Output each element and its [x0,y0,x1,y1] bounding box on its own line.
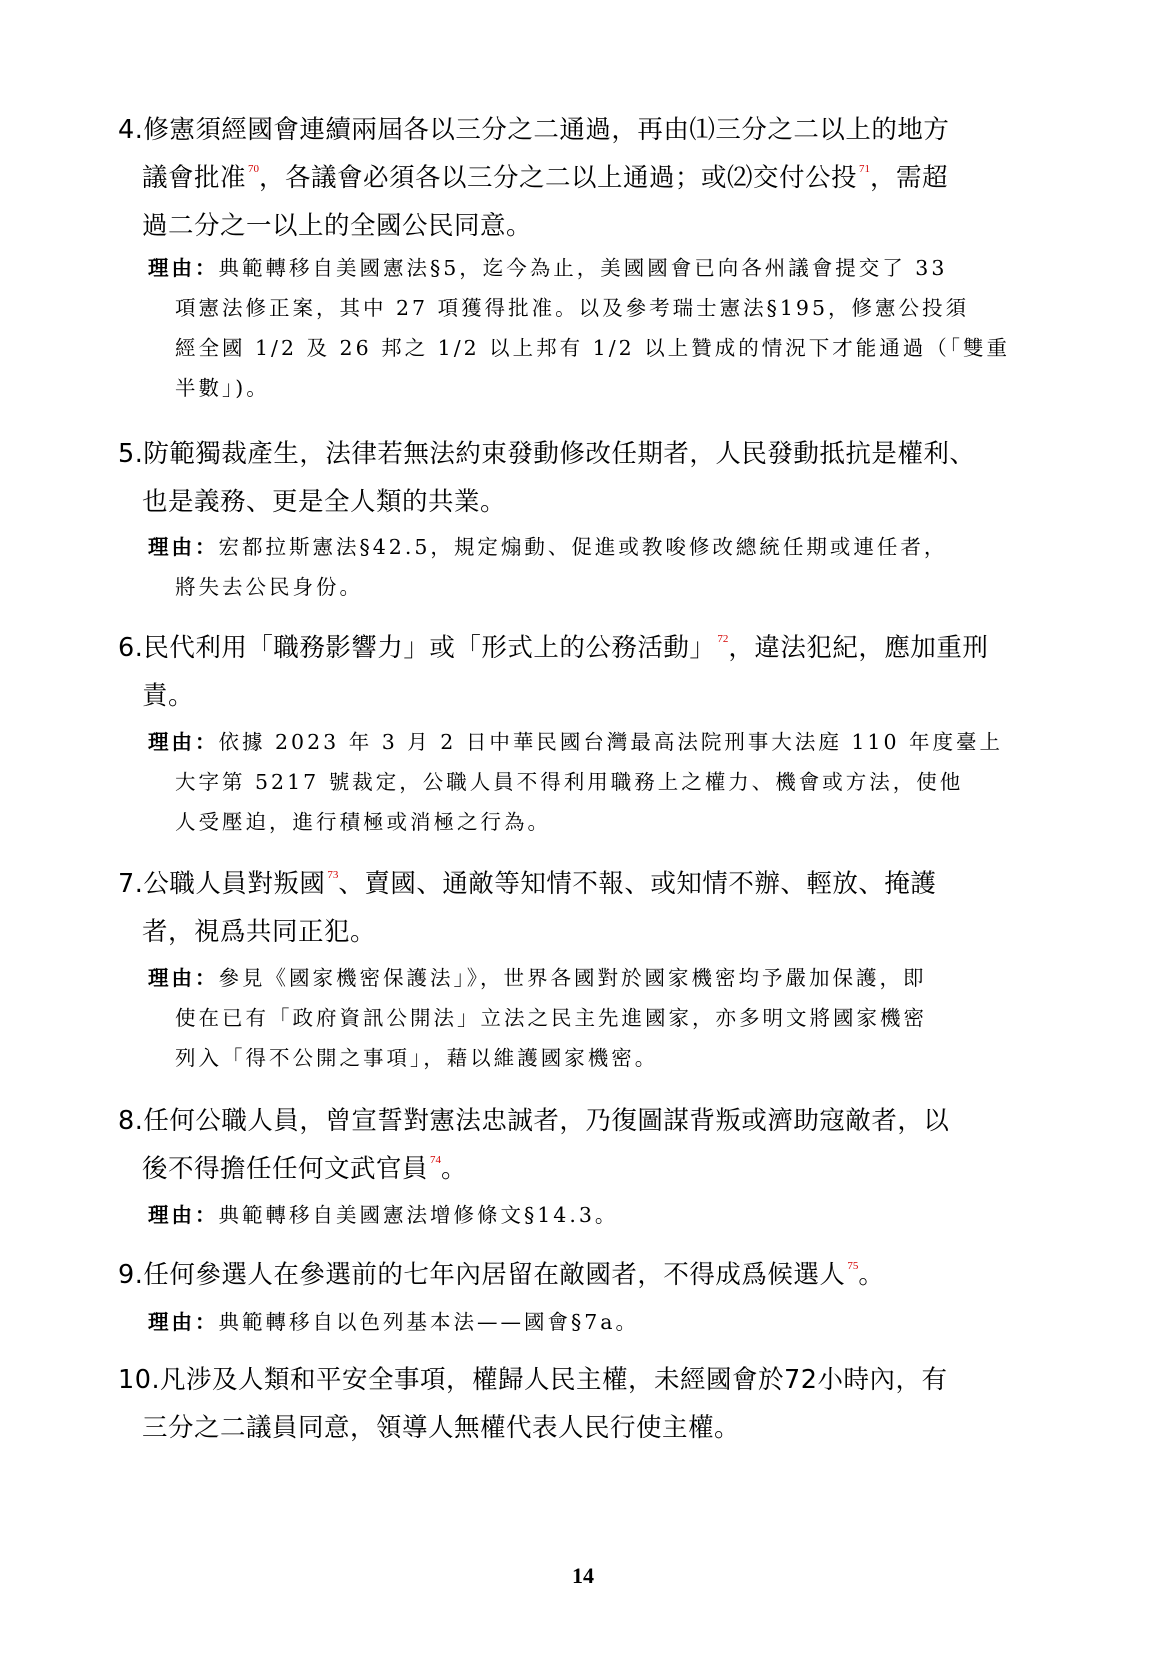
article-text: 。 [441,1154,468,1184]
article-line [118,624,1053,672]
footnote-marker[interactable]: 70 [248,163,260,175]
reason-label: 理由： [148,1203,219,1227]
reason-line [148,958,1048,998]
reason-line: 大字第 5217 號裁定，公職人員不得利用職務上之權力、機會或方法，使他 [175,770,964,794]
reason-text: 典範轉移自以色列基本法——國會§7a。 [218,1310,640,1334]
article-line: 5.防範獨裁產生，法律若無法約束發動修改任期者，人民發動抵抗是權利、 [118,439,976,469]
article-item-10 [118,1356,1053,1452]
article-line: 責。 [142,681,195,711]
reason-block-8 [148,1195,1048,1235]
article-line: 過二分之一以上的全國公民同意。 [142,211,533,241]
article-text: 後不得擔任任何文武官員 [142,1154,429,1184]
article-line [118,154,1053,202]
article-line: 也是義務、更是全人類的共業。 [142,487,507,517]
article-item-7 [118,860,1053,956]
reason-line [148,1195,1048,1235]
article-item-9 [118,1251,1053,1299]
article-text: 6.民代利用「職務影響力」或「形式上的公務活動」 [118,633,716,663]
reason-line [148,248,1048,288]
article-text: 、賣國、通敵等知情不報、或知情不辦、輕放、掩護 [338,869,937,899]
article-line: 4.修憲須經國會連續兩屆各以三分之二通過，再由⑴三分之二以上的地方 [118,115,950,145]
reason-text: 典範轉移自美國憲法增修條文§14.3。 [218,1203,619,1227]
reason-label: 理由： [148,535,219,559]
reason-text: 典範轉移自美國憲法§5，迄今為止，美國國會已向各州議會提交了 33 [218,256,948,280]
article-line: 者，視爲共同正犯。 [142,917,377,947]
reason-line: 列入「得不公開之事項」，藉以維護國家機密。 [175,1046,659,1070]
article-text: 議會批准 [142,163,247,193]
reason-text: 宏都拉斯憲法§42.5，規定煽動、促進或教唆修改總統任期或連任者， [218,535,948,559]
footnote-marker[interactable]: 75 [847,1260,859,1272]
article-item-5 [118,430,1053,526]
article-line: 三分之二議員同意，領導人無權代表人民行使主權。 [142,1413,741,1443]
article-text: 7.公職人員對叛國 [118,869,326,899]
footnote-marker[interactable]: 71 [859,163,871,175]
reason-block-5 [148,527,1048,607]
reason-line: 項憲法修正案，其中 27 項獲得批准。以及參考瑞士憲法§195，修憲公投須 [175,296,969,320]
reason-label: 理由： [148,966,219,990]
reason-block-7 [148,958,1048,1078]
reason-block-4 [148,248,1048,408]
article-text: 9.任何參選人在參選前的七年內居留在敵國者，不得成爲候選人 [118,1260,846,1290]
reason-line: 經全國 1/2 及 26 邦之 1/2 以上邦有 1/2 以上贊成的情況下才能通過（「雙重 [175,336,1010,360]
footnote-marker[interactable]: 74 [430,1154,442,1166]
reason-line [148,527,1048,567]
article-text: 。 [858,1260,885,1290]
footnote-marker[interactable]: 72 [717,633,729,645]
reason-block-6 [148,722,1048,842]
article-text: ，各議會必須各以三分之二以上通過；或⑵交付公投 [259,163,858,193]
reason-text: 參見《國家機密保護法」》，世界各國對於國家機密均予嚴加保護，即 [218,966,927,990]
reason-line [148,1302,1048,1342]
reason-label: 理由： [148,256,219,280]
reason-line: 將失去公民身份。 [175,575,363,599]
article-line [118,860,1053,908]
reason-label: 理由： [148,1310,219,1334]
article-line: 8.任何公職人員，曾宣誓對憲法忠誠者，乃復圖謀背叛或濟助寇敵者，以 [118,1106,950,1136]
reason-line [148,722,1048,762]
article-item-4 [118,106,1053,250]
article-line: 10.凡涉及人類和平安全事項，權歸人民主權，未經國會於72小時內，有 [118,1365,948,1395]
reason-line: 人受壓迫，進行積極或消極之行為。 [175,810,551,834]
footnote-marker[interactable]: 73 [327,869,339,881]
article-item-8 [118,1097,1053,1193]
article-text: ，需超 [870,163,949,193]
reason-label: 理由： [148,730,219,754]
reason-block-9 [148,1302,1048,1342]
reason-line: 使在已有「政府資訊公開法」立法之民主先進國家，亦多明文將國家機密 [175,1006,927,1030]
page-number: 14 [572,1563,594,1588]
article-text: ，違法犯紀，應加重刑 [728,633,989,663]
article-line [118,1251,1053,1299]
reason-text: 依據 2023 年 3 月 2 日中華民國台灣最高法院刑事大法庭 110 年度臺上 [218,730,1004,754]
article-item-6 [118,624,1053,720]
reason-line: 半數」)。 [175,376,270,400]
article-line [118,1145,1053,1193]
